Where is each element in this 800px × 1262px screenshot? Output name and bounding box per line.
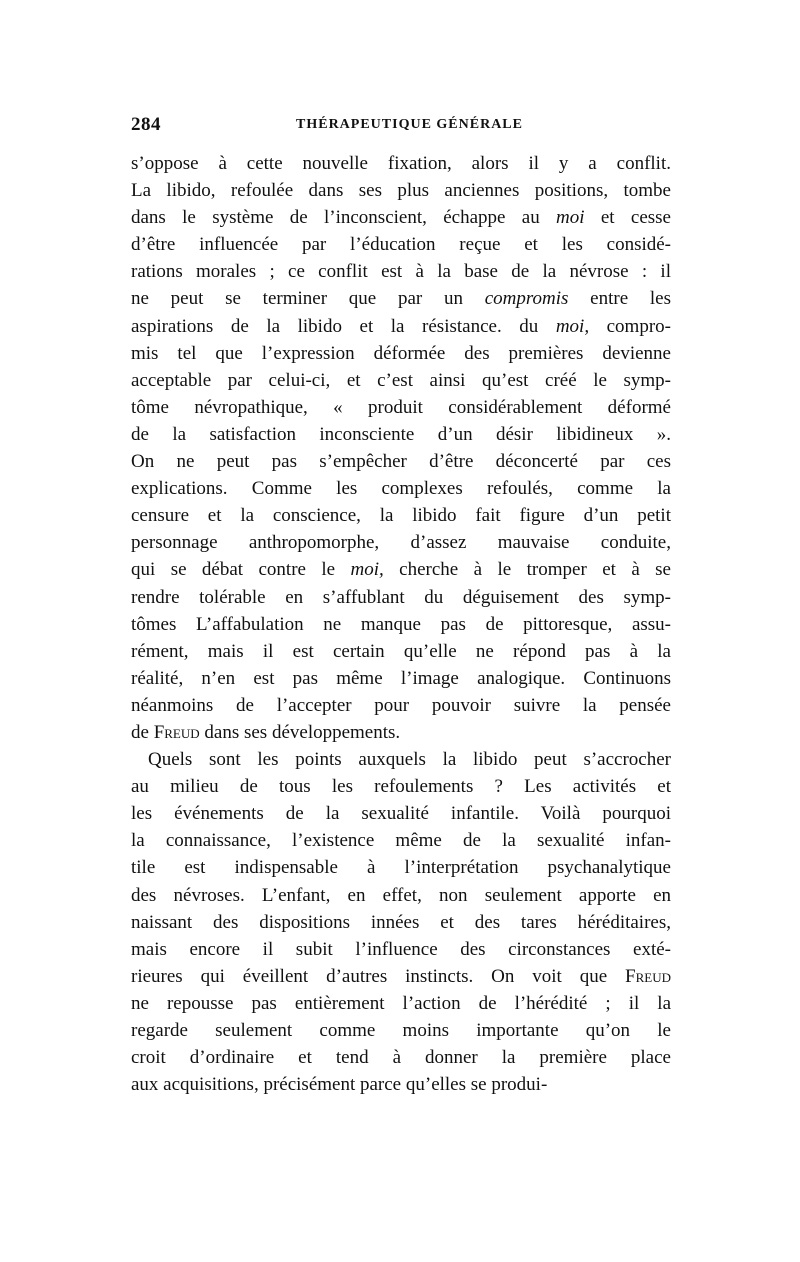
text-line — [131, 394, 671, 421]
text-run: La libido, refoulée dans ses plus anciennes positions, tombe — [131, 180, 671, 202]
text-run: regarde seulement comme moins importante qu’on le — [131, 1020, 671, 1041]
text-run: la connaissance, l’existence même de la sexualité infan- — [131, 830, 671, 852]
italic-word: moi — [556, 207, 585, 229]
text-run: explications. Comme les complexes refoulés, comme la — [131, 478, 671, 500]
page-number: 284 — [131, 114, 161, 135]
text-line — [131, 584, 671, 611]
text-run: mis tel que l’expression déformée des premières devienne — [131, 342, 671, 364]
text-run: mais encore il subit l’influence des circonstances exté- — [131, 938, 671, 960]
text-run: rendre tolérable en s’affublant du déguisement des symp- — [131, 586, 671, 608]
text-run: compro- — [589, 315, 671, 337]
text-run: naissant des dispositions innées et des tares héréditaires, — [131, 911, 671, 933]
text-line — [131, 1071, 671, 1098]
text-run: rieures qui éveillent d’autres instincts. On voit que — [131, 965, 626, 987]
text-run: On ne peut pas s’empêcher d’être déconcerté par ces — [131, 451, 671, 473]
text-line — [131, 692, 671, 719]
text-line — [131, 556, 671, 583]
text-run: s’oppose à cette nouvelle fixation, alors il y a conflit. — [131, 153, 671, 174]
text-run: rément, mais il est certain qu’elle ne répond pas à la — [131, 640, 671, 662]
author-name: Freud — [153, 721, 200, 743]
text-line — [131, 448, 671, 475]
text-line — [131, 909, 671, 936]
text-run: réalité, n’en est pas même l’image analogique. Continuons — [131, 667, 671, 689]
text-run: Quels sont les points auxquels la libido peut s’accrocher — [148, 749, 671, 771]
text-line — [131, 502, 671, 529]
text-run: croit d’ordinaire et tend à donner la première place — [131, 1047, 671, 1069]
author-name: Freud — [625, 965, 671, 987]
text-run: acceptable par celui-ci, et c’est ainsi qu’est créé le symp- — [131, 369, 671, 391]
text-line — [131, 313, 671, 340]
text-line — [131, 1044, 671, 1071]
text-run: néanmoins de l’accepter pour pouvoir suivre la pensée — [131, 694, 671, 716]
text-run: au milieu de tous les refoulements ? Les activités et — [131, 776, 671, 798]
text-run: dans le système de l’inconscient, échappe au — [131, 207, 557, 229]
text-line — [131, 258, 671, 285]
text-run: personnage anthropomorphe, d’assez mauvaise conduite, — [131, 532, 671, 554]
body-text — [131, 150, 671, 1098]
text-run: aspirations de la libido et la résistance. du — [131, 315, 556, 337]
text-line — [131, 150, 671, 177]
text-line — [131, 882, 671, 909]
paragraph — [131, 150, 671, 746]
page-header — [131, 114, 671, 138]
text-line — [131, 285, 671, 312]
paragraph — [131, 746, 671, 1098]
text-run: dans ses développements. — [199, 721, 401, 743]
text-line — [131, 340, 671, 367]
text-line — [131, 421, 671, 448]
text-run: et cesse — [584, 207, 671, 229]
text-line — [131, 204, 671, 231]
text-line — [131, 963, 671, 990]
text-line — [131, 773, 671, 800]
text-run: tômes L’affabulation ne manque pas de pittoresque, assu- — [131, 613, 671, 635]
italic-word: moi, — [350, 559, 384, 581]
text-run: des névroses. L’enfant, en effet, non seulement apporte en — [131, 884, 671, 906]
italic-word: compromis — [484, 288, 569, 310]
text-run: entre les — [568, 288, 671, 310]
text-run: censure et la conscience, la libido fait figure d’un petit — [131, 505, 671, 527]
text-line — [131, 529, 671, 556]
text-run: tile est indispensable à l’interprétation psychanalytique — [131, 857, 671, 879]
text-line — [131, 719, 671, 746]
text-line — [131, 1017, 671, 1044]
running-head: THÉRAPEUTIQUE GÉNÉRALE — [296, 117, 523, 132]
text-line — [131, 800, 671, 827]
text-line — [131, 665, 671, 692]
text-line — [131, 177, 671, 204]
text-run: qui se débat contre le — [131, 559, 351, 581]
text-run: ne peut se terminer que par un — [131, 288, 485, 310]
text-line — [131, 367, 671, 394]
text-run: rations morales ; ce conflit est à la base de la névrose : il — [131, 261, 671, 283]
text-line — [131, 936, 671, 963]
text-run: d’être influencée par l’éducation reçue et les considé- — [131, 234, 671, 256]
text-line — [131, 611, 671, 638]
text-run: ne repousse pas entièrement l’action de l’hérédité ; il la — [131, 992, 671, 1014]
text-line — [131, 746, 671, 773]
text-line — [131, 638, 671, 665]
text-line — [131, 475, 671, 502]
text-run: tôme névropathique, « produit considérablement déformé — [131, 396, 671, 418]
text-run: cherche à le tromper et à se — [383, 559, 671, 581]
text-line — [131, 990, 671, 1017]
text-line — [131, 231, 671, 258]
text-run: les événements de la sexualité infantile. Voilà pourquoi — [131, 803, 671, 825]
text-line — [131, 854, 671, 881]
text-run: de — [131, 721, 154, 743]
text-line — [131, 827, 671, 854]
text-run: de la satisfaction inconsciente d’un désir libidineux ». — [131, 423, 671, 445]
text-run: aux acquisitions, précisément parce qu’elles se produi- — [131, 1074, 548, 1096]
italic-word: moi, — [555, 315, 590, 337]
